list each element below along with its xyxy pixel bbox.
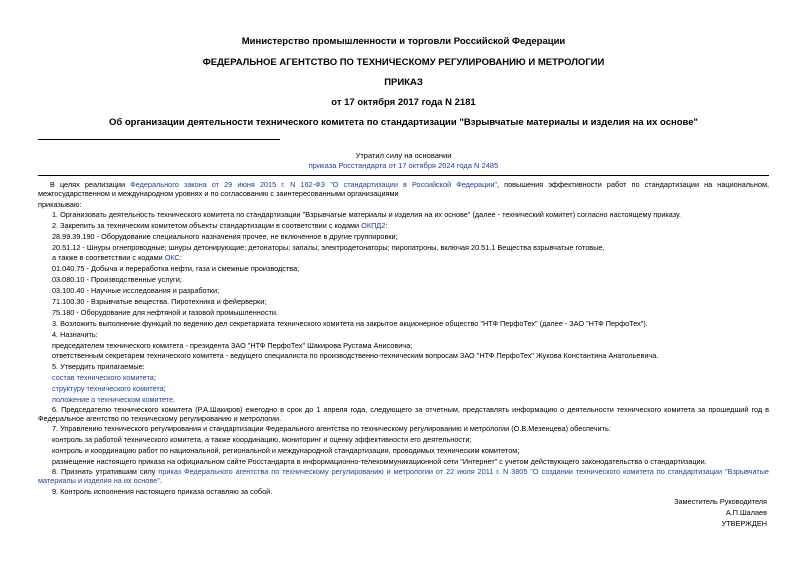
item-4-secretary: ответственным секретарем технического комитета - ведущего специалиста по производственно-техническим вопросам ЗАО "НТФ ПерфоТех" Жукова Константина Анатольевича. [52,351,659,360]
oks-intro: а также в соответствии с кодами ОКС: [52,253,182,262]
signatory-position: Заместитель Руководителя [674,497,767,506]
oks-code-1: 01.040.75 - Добыча и переработка нефти, газа и смежные производства; [52,264,300,273]
oks-code-2: 03.080.10 - Производственные услуги; [52,275,182,284]
repealed-order-link[interactable]: приказ Федерального агентства по техническому регулированию и метрологии от 22 июля 2011 г. N 3805 "О создании технического комитета по стандартизации "Взрывчатые материалы и изделия на их основе" [38,467,769,485]
item-7-a: контроль за работой технического комитета, а также координацию, мониторинг и оценку эффективности его деятельности; [52,435,472,444]
oks-code-4: 71.100.30 - Взрывчатые вещества. Пиротехника и фейерверки; [52,297,267,306]
item-8: 8. Признать утратившим силу приказ Федерального агентства по техническому регулированию и метрологии от 22 июля 2011 г. N 3805 "О создании технического комитета по стандартизации "Взрывчатые материалы и изделия на их основе". [38,467,769,485]
item-9: 9. Контроль исполнения настоящего приказа оставляю за собой. [52,487,273,496]
committee-composition-link[interactable]: состав технического комитета [52,373,154,382]
okpd-code-1: 28.99.39.190 - Оборудование специального назначения прочее, не включенное в другие группировки; [52,232,398,241]
divider-main [38,175,769,176]
repeal-order-link[interactable]: приказа Росстандарта от 17 октября 2024 года N 2485 [308,161,499,170]
committee-structure-link[interactable]: структуру технического комитета [52,384,164,393]
agency-name: ФЕДЕРАЛЬНОЕ АГЕНТСТВО ПО ТЕХНИЧЕСКОМУ РЕГУЛИРОВАНИЮ И МЕТРОЛОГИИ [202,57,605,68]
item-7-c: размещение настоящего приказа на официальном сайте Росстандарта в информационно-телекоммуникационной сети "Интернет" с учетом действующего законодательства о стандартизации. [52,457,707,466]
approved-label: УТВЕРЖДЕН [721,519,767,528]
status-note: Утратил силу на основании [355,151,452,160]
item-5-row-2: структуру технического комитета; [52,384,166,393]
preamble: В целях реализации Федерального закона от 29 июня 2015 г. N 162-ФЗ "О стандартизации в Российской Федерации", повышения эффективности работ по стандартизации на национальном, межгосударственном и международном уровнях и по согласованию с заинтересованными организациями [38,180,769,198]
okpd2-link[interactable]: ОКПД2 [361,221,386,230]
item-5: 5. Утвердить прилагаемые: [52,362,145,371]
ministry-name: Министерство промышленности и торговли Российской Федерации [241,36,566,47]
committee-regulation-link[interactable]: положение о техническом комитете [52,395,173,404]
divider-top [38,139,280,140]
item-4-chair: председателем технического комитета - президента ЗАО "НТФ ПерфоТех" Шакирова Рустама Анисовича; [52,341,413,350]
item-7-b: контроль и координацию работ по национальной, региональной и международной стандартизации, проводимых техническим комитетом; [52,446,520,455]
signatory-name: А.П.Шалаев [725,508,767,517]
status-note-link-row [0,161,807,170]
federal-law-link[interactable]: Федерального закона от 29 июня 2015 г. N 162-ФЗ "О стандартизации в Российской Федерации" [130,180,497,189]
doc-title: Об организации деятельности технического комитета по стандартизации "Взрывчатые материалы и изделия на их основе" [108,117,699,128]
doc-type: ПРИКАЗ [384,77,423,88]
item-3: 3. Возложить выполнение функций по ведению дел секретариата технического комитета на закрытое акционерное общество "НТФ ПерфоТех" (далее - ЗАО "НТФ ПерфоТех"). [52,319,648,328]
item-1: 1. Организовать деятельность технического комитета по стандартизации "Взрывчатые материалы и изделия на их основе" (далее - технический комитет) согласно настоящему приказу. [52,210,681,219]
item-5-row-3: положение о техническом комитете. [52,395,176,404]
oks-code-3: 03.100.40 - Научные исследования и разработки; [52,286,220,295]
oks-link[interactable]: ОКС [164,253,180,262]
okpd-code-2: 20.51.12 - Шнуры огнепроводные; шнуры детонирующие; детонаторы; запалы; электродетонаторы; пиропатроны, включая 20.51.1 Вещества взрывчатые готовые, [52,243,605,252]
item-2: 2. Закрепить за техническим комитетом объекты стандартизации в соответствии с кодами ОКПД2: [52,221,388,230]
oks-code-5: 75.180 - Оборудование для нефтяной и газовой промышленности. [52,308,278,317]
item-6: 6. Председателю технического комитета (Р.А.Шакиров) ежегодно в срок до 1 апреля года, следующего за отчетным, представлять информацию о деятельности технического комитета за прошедший год в Федеральное агентство по техническому регулированию и метрологии. [38,405,769,423]
item-4: 4. Назначить: [52,330,98,339]
item-7: 7. Управлению технического регулирования и стандартизации Федерального агентства по техническому регулированию и метрологии (О.В.Мезенцева) обеспечить: [52,424,611,433]
item-5-row-1: состав технического комитета; [52,373,156,382]
doc-date-number: от 17 октября 2017 года N 2181 [331,97,476,108]
preamble-order: приказываю: [38,200,82,209]
